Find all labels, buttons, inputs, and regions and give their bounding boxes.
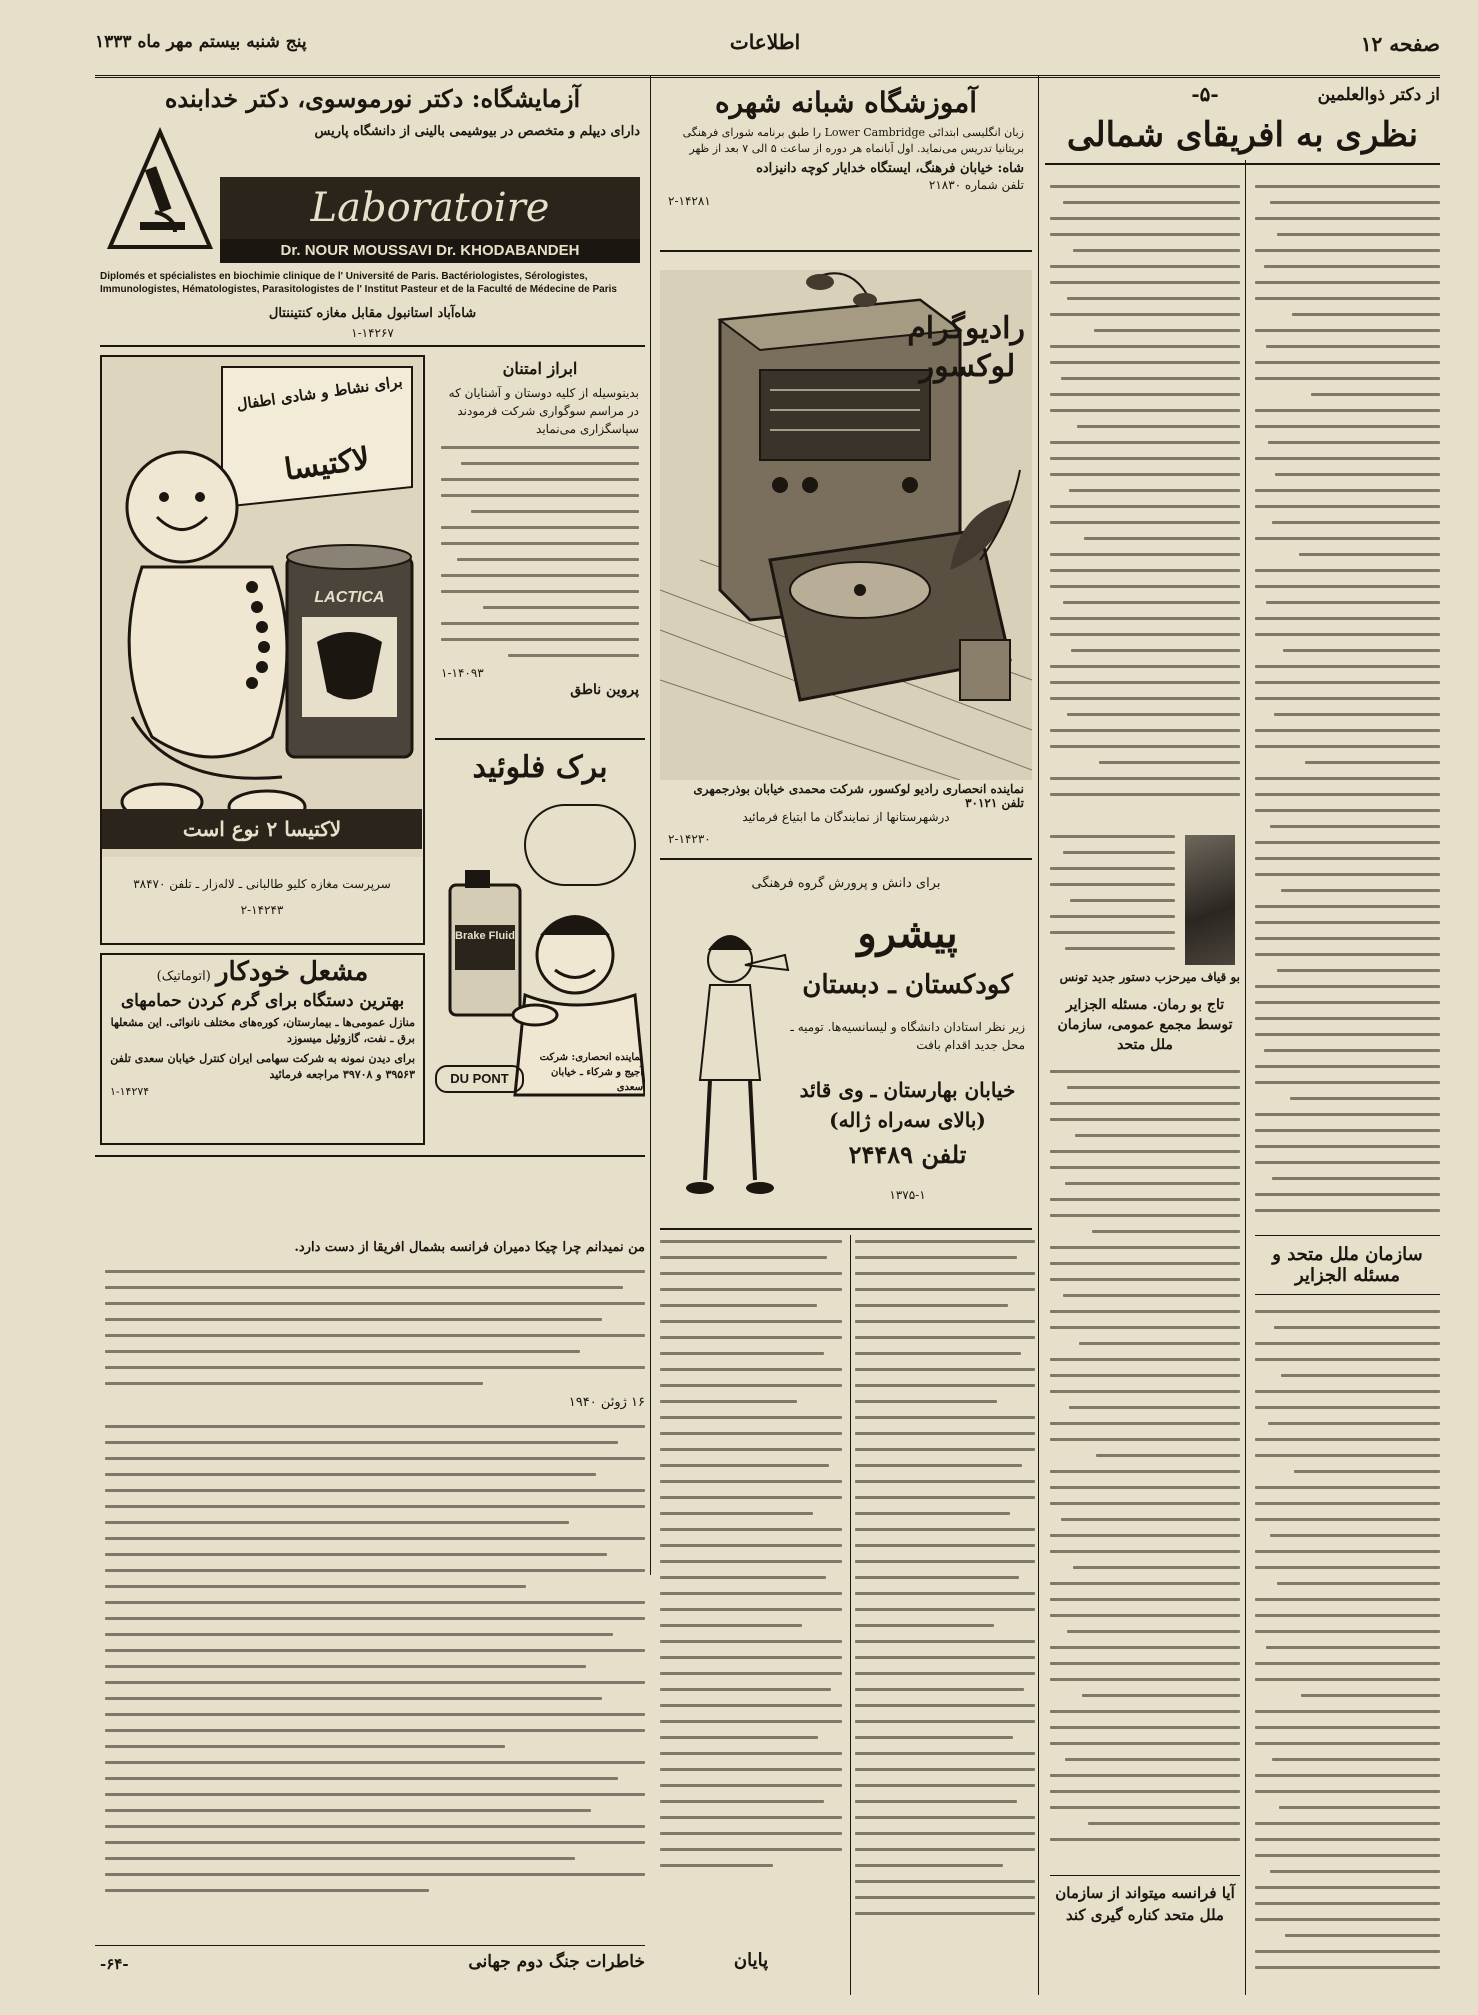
lactica-brand: لاکتیسا [282, 441, 372, 488]
heater-code: ۱-۱۴۲۷۴ [110, 1085, 150, 1098]
notice-text: بدینوسیله از کلیه دوستان و آشنایان که در مراسم سوگواری شرکت فرمودند سپاسگزاری می‌نماید [448, 386, 639, 436]
lactica-can-label: LACTICA [314, 589, 385, 606]
article-body-col4 [660, 1240, 842, 1920]
memoir-rule [95, 1155, 645, 1157]
column-rule [1038, 75, 1039, 1995]
article-end: پایان [733, 1950, 769, 1971]
brake-fluid-label: Brake Fluid [455, 930, 515, 942]
notice-code: ۱-۱۴۰۹۳ [441, 666, 484, 680]
kindergarten-address: خیابان بهارستان ـ وی قائد (بالای سه‌راه ژاله) [799, 1078, 1016, 1132]
radio-dealer: نماینده انحصاری رادیو لوکسور، شرکت محمدی خیابان بوذرجمهری تلفن ۳۰۱۲۱ [693, 782, 1024, 810]
article-body-col3 [855, 1240, 1035, 1940]
school-text: زبان انگلیسی ابتدائی Lower Cambridge را طبق برنامه شورای فرهنگی بریتانیا تدریس می‌نماید. اول آبانماه هر دوره از ساعت ۵ الی ۷ بعد از ظهر [682, 126, 1024, 155]
du-pont-logo: DU PONT [435, 1065, 524, 1093]
column-rule [650, 75, 651, 1575]
school-title: آموزشگاه شبانه شهره [714, 86, 978, 119]
lab-subtitle: دارای دیپلم و متخصص در بیوشیمی بالینی از دانشگاه پاریس [314, 124, 640, 139]
lab-doctors-names: Dr. NOUR MOUSSAVI Dr. KHODABANDEH [220, 239, 640, 263]
microscope-logo [100, 122, 220, 252]
heater-contact: برای دیدن نمونه به شرکت سهامی ایران کنترل خیابان سعدی تلفن ۳۹۵۶۳ و ۳۹۷۰۸ مراجعه فرمائید [110, 1052, 415, 1081]
notice-signature: پروین ناطق [570, 682, 639, 698]
kindergarten-code: ۱۳۷۵-۱ [889, 1188, 926, 1202]
school-code: ۲-۱۴۲۸۱ [668, 194, 711, 208]
radio-code: ۲-۱۴۲۳۰ [668, 832, 711, 846]
article-body-col2b [1050, 1070, 1240, 1860]
heater-text: منازل عمومی‌ها ـ بیمارستان، کوره‌های مختلف نانوائی. این مشعلها برق ـ نفت، گازوئیل میسوزد [110, 1016, 415, 1045]
school-phone: تلفن شماره ۲۱۸۳۰ [928, 178, 1024, 192]
part-number: -۵- [1191, 82, 1219, 106]
memoir-series-title: خاطرات جنگ دوم جهانی [468, 1952, 645, 1972]
kindergarten-text: زیر نظر استادان دانشگاه و لیسانسیه‌ها. تومیه ـ محل جدید اقدام بافت [790, 1020, 1025, 1052]
article-byline: از دکتر ذوالعلمین [1317, 85, 1440, 105]
memoir-body-2 [105, 1425, 645, 1925]
kindergarten-subtitle: کودکستان ـ دبستان [802, 970, 1013, 1000]
column-rule [1245, 160, 1246, 1995]
radio-ad [660, 260, 1032, 860]
lactica-ad [100, 355, 425, 945]
newspaper-page [95, 20, 1440, 1995]
radio-title: رادیوگرام لوکسور [907, 311, 1025, 384]
subheading-tunisia: تاج بو رمان. مسئله الجزایر توسط مجمع عمومی، سازمان ملل متحد [1057, 997, 1233, 1053]
memoir-footer-rule [95, 1945, 645, 1946]
column-rule [850, 1235, 851, 1995]
kindergarten-phone: تلفن ۲۴۴۸۹ [848, 1140, 967, 1169]
lab-french-text: Diplomés et spécialistes en biochimie clinique de l' Université de Paris. Bactériologistes, Sérologistes, Immunologistes, Hématologistes, Parasitologistes de l' Institut Pasteur et de la Faculté de Médecine de Paris [100, 271, 617, 295]
page-number: صفحه ۱۲ [1360, 32, 1440, 56]
heater-headline: بهترین دستگاه برای گرم کردن حمامهای [120, 991, 405, 1011]
laboratory-ad [100, 82, 645, 347]
heater-subtitle: (اتوماتیک) [156, 969, 211, 984]
memoir-page-mark: -۶۴- [100, 1955, 129, 1973]
notice-body [441, 446, 639, 666]
heater-title-row [102, 957, 423, 987]
lactica-bottom-banner: لاکتیسا ۲ نوع است [102, 809, 422, 849]
lab-logo-text: Laboratoire [220, 177, 640, 239]
article-body-photo-wrap [1050, 835, 1175, 965]
radio-note: درشهرستانها از نمایندگان ما ابتیاع فرمائید [742, 810, 950, 824]
portrait-photo [1185, 835, 1235, 965]
heater-title: مشعل خودکار [215, 957, 369, 987]
article-body-col1 [1255, 185, 1440, 1225]
brake-fluid-ad [435, 750, 645, 1145]
lactica-headline: برای نشاط و شادی اطفال [235, 372, 404, 414]
issue-date: پنج شنبه بیستم مهر ماه ۱۳۳۳ [95, 32, 307, 52]
kindergarten-ad [660, 870, 1032, 1230]
article-body-col1b [1255, 1310, 1440, 2000]
heater-ad [100, 953, 425, 1145]
brake-fluid-title: برک فلوئید [472, 750, 608, 785]
notice-title: ابراز امتنان [502, 359, 578, 378]
subheading-france-withdrawal: آیا فرانسه میتواند از سازمان ملل متحد کناره گیری کند [1050, 1875, 1240, 1926]
lactica-code: ۲-۱۴۲۴۳ [240, 903, 284, 917]
lab-code: ۱-۱۴۲۶۷ [351, 326, 394, 340]
memoir-body-1 [105, 1270, 645, 1400]
brake-fluid-distributor: نماینده انحصاری: شرکت آجیج و شرکاء ـ خیابان سعدی [539, 1052, 643, 1093]
subheading-un-algeria: سازمان ملل متحد و مسئله الجزایر [1255, 1235, 1440, 1295]
school-ad [660, 82, 1032, 252]
notice-ad [435, 355, 645, 740]
page-header [95, 20, 1440, 78]
newspaper-name: اطلاعات [729, 30, 801, 54]
school-address: شاه: خیابان فرهنگ، ایستگاه خدایار کوچه دانیزاده [756, 161, 1024, 176]
baby-illustration [102, 357, 422, 857]
kindergarten-top-text: برای دانش و پرورش گروه فرهنگی [751, 876, 941, 891]
kindergarten-title: پیشرو [857, 910, 958, 957]
memoir-intro: من نمیدانم چرا چیکا دمیران فرانسه بشمال افریقا از دست دارد. [294, 1240, 645, 1255]
lactica-address: سرپرست مغازه کلیو طالبانی ـ لاله‌زار ـ تلفن ۳۸۴۷۰ [133, 877, 391, 891]
article-title: نظری به افریقای شمالی [1045, 115, 1440, 165]
memoir-date: ۱۶ ژوئن ۱۹۴۰ [568, 1395, 645, 1410]
photo-caption: بو قیاف میرحزب دستور جدید تونس [1059, 970, 1240, 984]
article-body-col2 [1050, 185, 1240, 825]
child-trumpet-illustration [670, 910, 790, 1210]
lab-title: آزمایشگاه: دکتر نورموسوی، دکتر خدابنده [164, 84, 581, 113]
lab-address: شاه‌آباد استانبول مقابل مغازه کنتیننتال [268, 306, 477, 321]
